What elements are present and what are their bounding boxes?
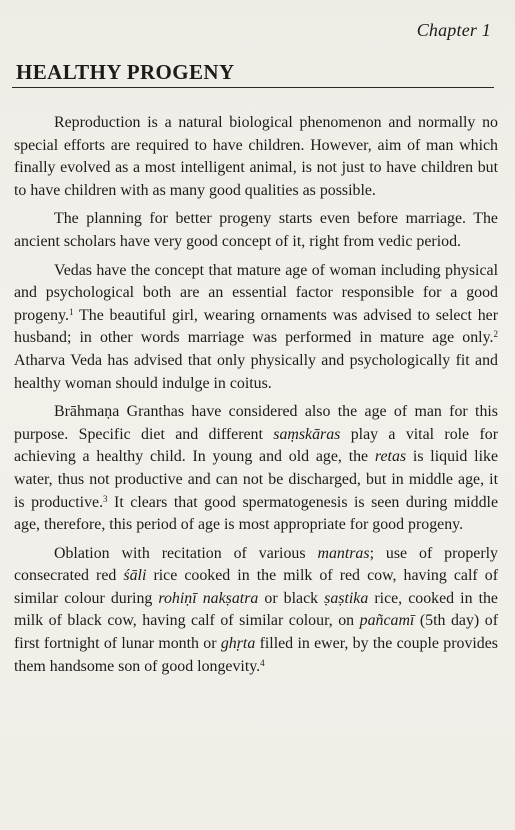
text-run: Vedas have the concept that mature age of woman including physical and psychological both are an essential factor responsible for a good progeny.: [14, 261, 498, 324]
italic-term: rohiṇī nakṣatra: [158, 589, 259, 607]
text-run: rice cooked in the milk of red cow, having calf of similar colour during: [14, 567, 498, 607]
text-run: or black: [258, 589, 325, 607]
italic-term: retas: [374, 448, 407, 466]
paragraph: [14, 112, 498, 202]
text-run: It clears that good spermatogenesis is seen during middle age, therefore, this period of age is most appropriate for good progeny.: [14, 493, 499, 534]
italic-term: saṃskāras: [273, 425, 341, 443]
paragraph: [14, 260, 498, 396]
body-text: [14, 112, 498, 684]
footnote-ref: 2: [493, 329, 498, 340]
text-run: The planning for better progeny starts even before marriage. The ancient scholars have very good concept of it, right from vedic period.: [14, 210, 498, 250]
paragraph: [14, 401, 498, 537]
italic-term: śāli: [123, 567, 147, 585]
title-divider: [12, 87, 494, 88]
text-run: ; use of properly consecrated red: [14, 544, 498, 585]
footnote-ref: 1: [69, 306, 74, 317]
chapter-title: HEALTHY PROGENY: [16, 60, 235, 84]
text-run: Oblation with recitation of various: [54, 544, 318, 562]
text-run: is liquid like water, thus not productive and can not be discharged, but in middle age, it is productive.: [14, 448, 498, 511]
italic-term: ṣaṣtika: [324, 589, 369, 607]
text-run: Brāhmaṇa Granthas have considered also the age of man for this purpose. Specific diet and different: [14, 403, 498, 443]
italic-term: pañcamī: [359, 612, 415, 630]
footnote-ref: 3: [103, 493, 108, 504]
text-run: (5th day) of first fortnight of lunar month or: [14, 612, 498, 653]
italic-term: ghṛta: [220, 635, 256, 653]
paragraph: [14, 208, 498, 253]
text-run: filled in ewer, by the couple provides them handsome son of good longevity.: [14, 635, 498, 675]
text-run: The beautiful girl, wearing ornaments was advised to select her husband; in other words marriage was performed in mature age only.: [14, 306, 498, 347]
chapter-label: Chapter 1: [416, 20, 491, 40]
text-run: Atharva Veda has advised that only physically and psychologically fit and healthy woman should indulge in coitus.: [14, 351, 498, 392]
paragraph: [14, 543, 498, 679]
text-run: Reproduction is a natural biological phenomenon and normally no special efforts are required to have children. However, aim of man which finally evolved as a most intelligent animal, is not just to have children but to have children with as many good qualities as possible.: [14, 114, 498, 199]
text-run: play a vital role for achieving a healthy child. In young and old age, the: [14, 425, 498, 466]
italic-term: mantras: [317, 544, 370, 562]
text-run: rice, cooked in the milk of black cow, having calf of similar colour, on: [14, 589, 498, 630]
footnote-ref: 4: [260, 657, 265, 668]
